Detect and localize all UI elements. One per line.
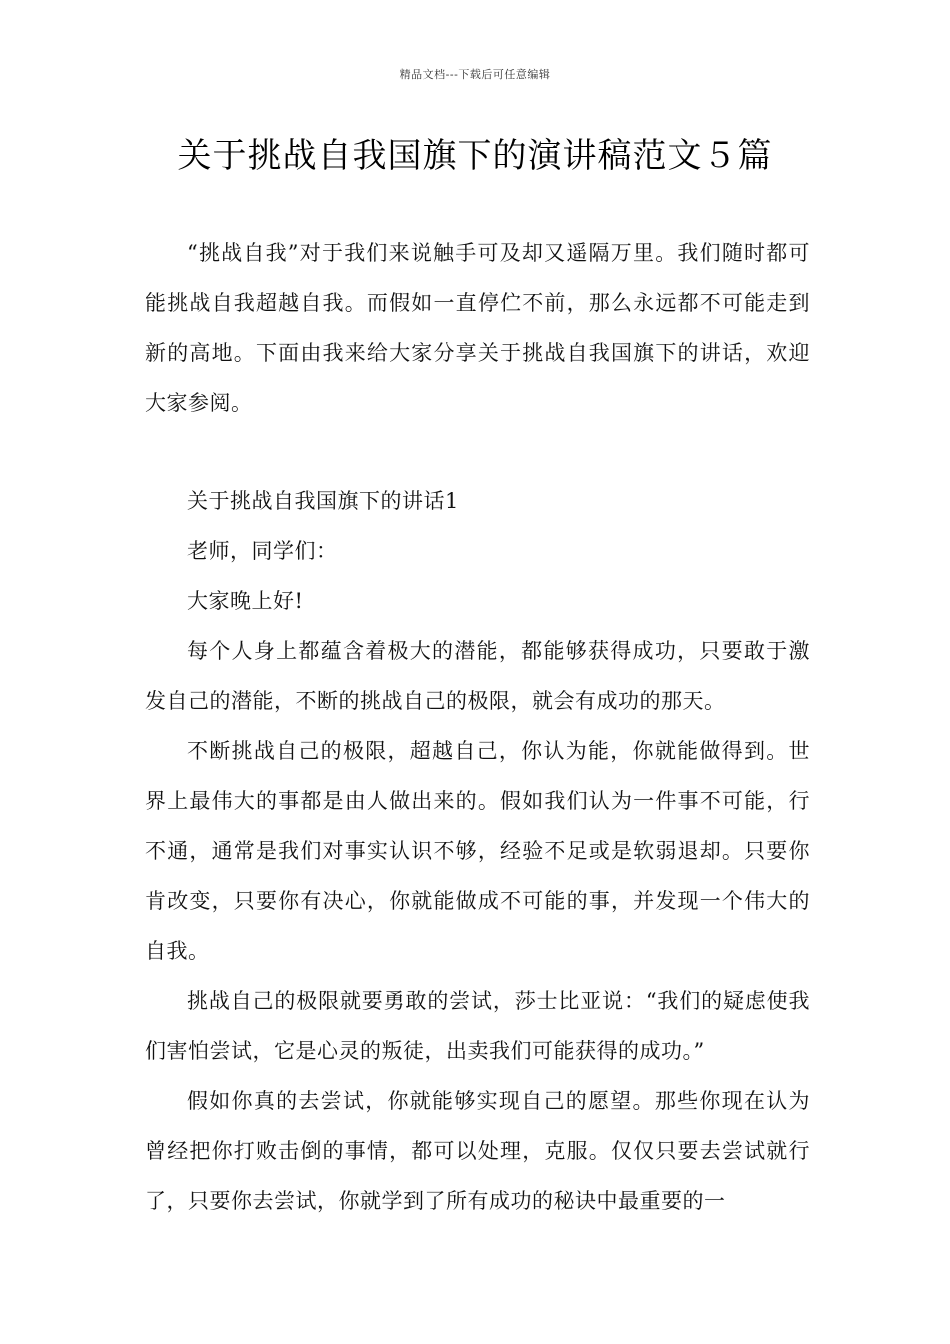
body-paragraph: 每个人身上都蕴含着极大的潜能，都能够获得成功，只要敢于激发自己的潜能，不断的挑战自己的极限，就会有成功的那天。 — [145, 639, 810, 713]
page-title: 关于挑战自我国旗下的演讲稿范文５篇 — [177, 136, 773, 176]
body-paragraph: 假如你真的去尝试，你就能够实现自己的愿望。那些你现在认为曾经把你打败击倒的事情，都可以处理，克服。仅仅只要去尝试就行了，只要你去尝试，你就学到了所有成功的秘诀中最重要的一 — [145, 1089, 810, 1213]
document-body — [145, 228, 810, 1226]
salutation: 老师，同学们： — [187, 539, 338, 563]
body-paragraph: 挑战自己的极限就要勇敢的尝试，莎士比亚说：“我们的疑虑使我们害怕尝试，它是心灵的叛徒，出卖我们可能获得的成功。” — [145, 989, 810, 1063]
greeting: 大家晚上好! — [187, 589, 304, 613]
section-heading: 关于挑战自我国旗下的讲话1 — [187, 489, 459, 513]
header-note: 精品文档---下载后可任意编辑 — [399, 68, 551, 81]
body-paragraph: 不断挑战自己的极限，超越自己，你认为能，你就能做得到。世界上最伟大的事都是由人做出来的。假如我们认为一件事不可能，行不通，通常是我们对事实认识不够，经验不足或是软弱退却。只要你肯改变，只要你有决心，你就能做成不可能的事，并发现一个伟大的自我。 — [145, 739, 810, 963]
intro-paragraph: “挑战自我”对于我们来说触手可及却又遥隔万里。我们随时都可能挑战自我超越自我。而假如一直停伫不前，那么永远都不可能走到新的高地。下面由我来给大家分享关于挑战自我国旗下的讲话，欢迎大家参阅。 — [145, 241, 810, 415]
